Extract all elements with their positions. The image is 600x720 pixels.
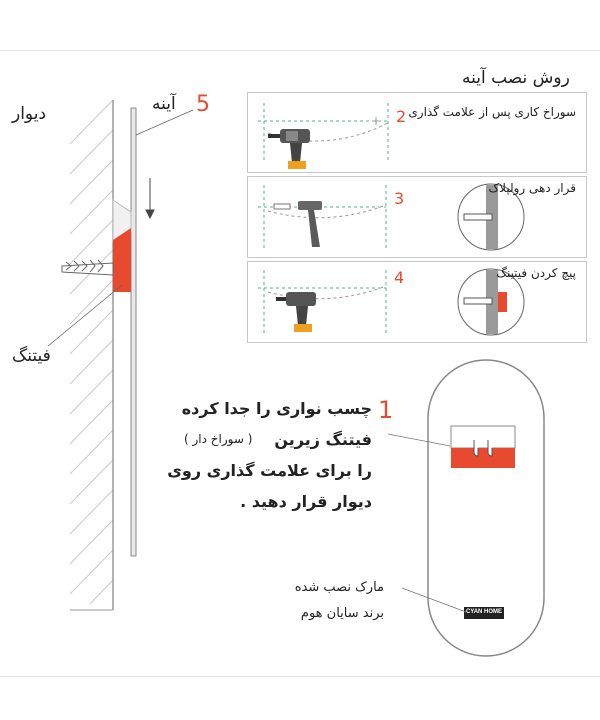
- step-1-line-1: چسب نواری را جدا کرده: [181, 399, 372, 418]
- brand-note-line-1: مارک نصب شده: [294, 580, 384, 595]
- step-1-line-3: را برای علامت گذاری روی: [167, 461, 372, 480]
- mirror-panel: [131, 108, 136, 556]
- top-divider: [0, 50, 600, 51]
- step-1-number: 1: [378, 396, 394, 424]
- brand-note-line-2: برند سایان هوم: [300, 606, 384, 621]
- step-1-line-2-note: ( سوراخ دار ): [184, 432, 253, 446]
- step-3-number: 3: [394, 189, 405, 208]
- step-4-text: پیچ کردن فیتینگ: [496, 266, 576, 280]
- step-3-box: [247, 176, 587, 258]
- step-4-box: [247, 261, 587, 343]
- step-2-box: [247, 92, 587, 173]
- fitting-leader-line: [48, 285, 122, 346]
- step-1-line-4: دیوار قرار دهید .: [240, 492, 372, 511]
- step-3-text: قرار دهی رولپلاک: [488, 181, 576, 195]
- wall-label: دیوار: [12, 104, 47, 124]
- bottom-divider: [0, 676, 600, 677]
- down-arrow: [146, 178, 154, 218]
- wall-plug: [62, 260, 113, 275]
- mirror-number: 5: [196, 92, 210, 117]
- fitting-label: فیتنگ: [12, 346, 51, 366]
- brand-logo-text: CYAN HOME: [465, 609, 503, 615]
- page-title: روش نصب آینه: [462, 68, 570, 88]
- step-4-number: 4: [394, 268, 405, 287]
- step-2-number: 2: [396, 107, 407, 126]
- wall-hatch: [70, 100, 113, 604]
- side-view-illustration: [0, 60, 240, 620]
- hammer-icon: [298, 201, 322, 247]
- step-1-line-2: فیتنگ زیرین: [274, 430, 372, 449]
- drill-icon: [268, 129, 310, 169]
- step-2-text: سوراخ کاری پس از علامت گذاری: [408, 105, 576, 119]
- drill-icon-2: [276, 292, 316, 332]
- pointer-lines: [380, 420, 500, 620]
- mirror-label: آینه: [152, 94, 176, 114]
